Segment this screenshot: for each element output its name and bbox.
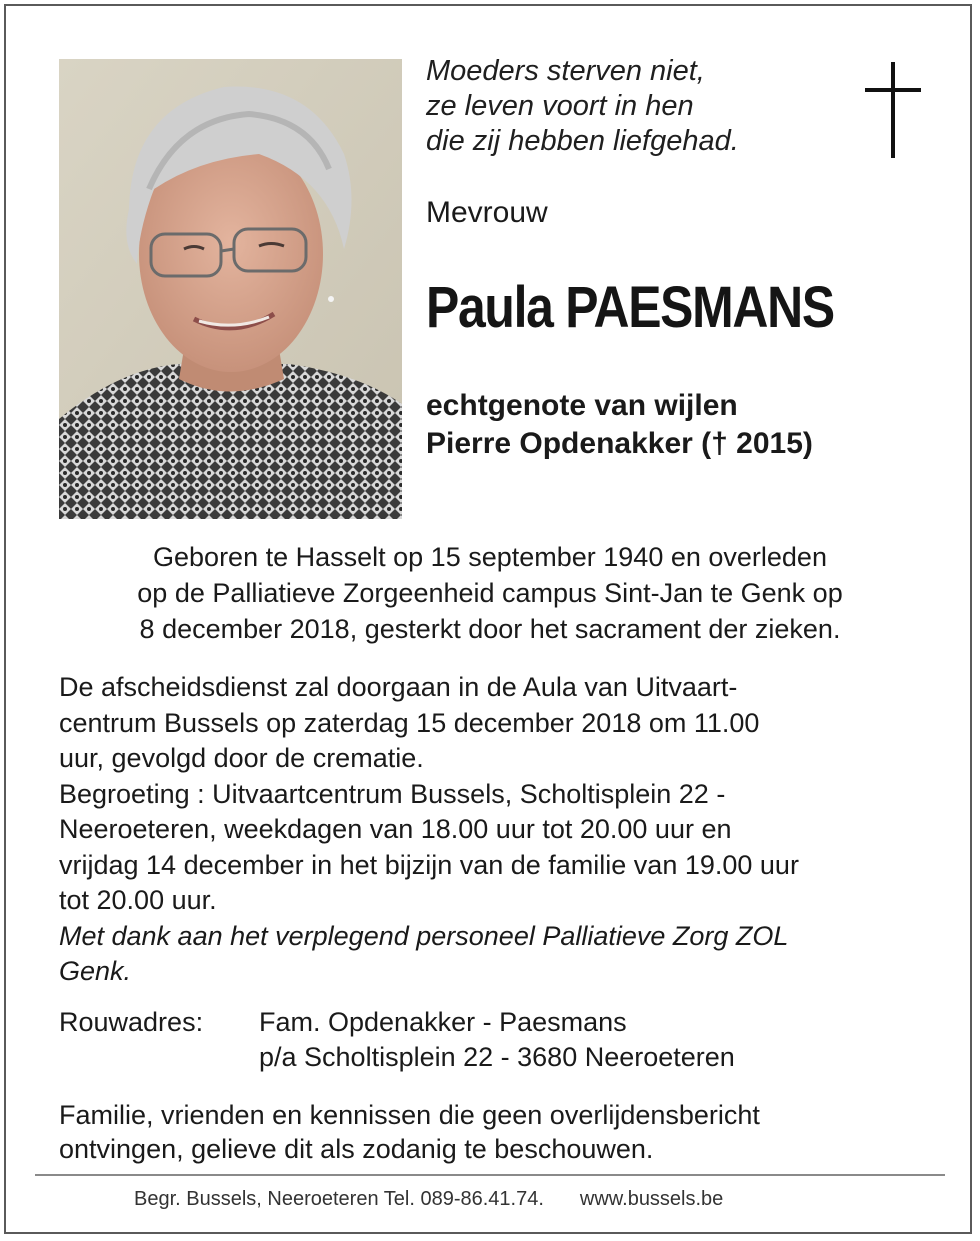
relation-line: Pierre Opdenakker († 2015) — [426, 427, 813, 460]
service-line: Begroeting : Uitvaartcentrum Bussels, Scholtisplein 22 - — [59, 778, 726, 809]
poem-line: ze leven voort in hen — [426, 90, 694, 122]
footer-contact: Begr. Bussels, Neeroeteren Tel. 089-86.41.74. — [134, 1188, 544, 1210]
spouse-info — [426, 387, 813, 463]
relation-line: echtgenote van wijlen — [426, 389, 738, 422]
footer-divider — [35, 1174, 945, 1176]
birth-death-line: 8 december 2018, gesterkt door het sacrament der zieken. — [139, 614, 841, 644]
poem — [426, 54, 739, 159]
thanks-line: Genk. — [59, 956, 132, 986]
honorific: Mevrouw — [426, 196, 548, 229]
poem-line: Moeders sterven niet, — [426, 55, 705, 87]
service-line: vrijdag 14 december in het bijzijn van de familie van 19.00 uur — [59, 849, 799, 880]
footer-website-link[interactable]: www.bussels.be — [579, 1188, 724, 1210]
closing-line: ontvingen, gelieve dit als zodanig te beschouwen. — [59, 1134, 654, 1164]
service-paragraph — [59, 670, 939, 990]
birth-death-paragraph — [30, 539, 950, 647]
service-line: De afscheidsdienst zal doorgaan in de Aula van Uitvaart- — [59, 672, 738, 702]
birth-death-line: Geboren te Hasselt op 15 september 1940 en overleden — [153, 542, 827, 572]
cross-icon — [865, 62, 921, 158]
service-line: Neeroeteren, weekdagen van 18.00 uur tot 20.00 uur en — [59, 814, 732, 844]
address-line: p/a Scholtisplein 22 - 3680 Neeroeteren — [259, 1042, 735, 1072]
service-line: tot 20.00 uur. — [59, 885, 217, 915]
thanks-line: Met dank aan het verplegend personeel Palliatieve Zorg ZOL — [59, 920, 789, 951]
service-line: centrum Bussels op zaterdag 15 december 2018 om 11.00 — [59, 707, 760, 738]
deceased-name: Paula PAESMANS — [426, 275, 834, 340]
address-line: Fam. Opdenakker - Paesmans — [259, 1007, 627, 1037]
poem-line: die zij hebben liefgehad. — [426, 125, 739, 157]
footer — [134, 1188, 723, 1211]
portrait-photo — [59, 59, 402, 519]
closing-line: Familie, vrienden en kennissen die geen overlijdensbericht — [59, 1100, 760, 1130]
address-lines — [259, 1005, 735, 1075]
address-label: Rouwadres: — [59, 1007, 204, 1037]
closing-paragraph — [59, 1098, 760, 1166]
service-line: uur, gevolgd door de crematie. — [59, 743, 424, 773]
birth-death-line: op de Palliatieve Zorgeenheid campus Sint-Jan te Genk op — [137, 578, 843, 608]
